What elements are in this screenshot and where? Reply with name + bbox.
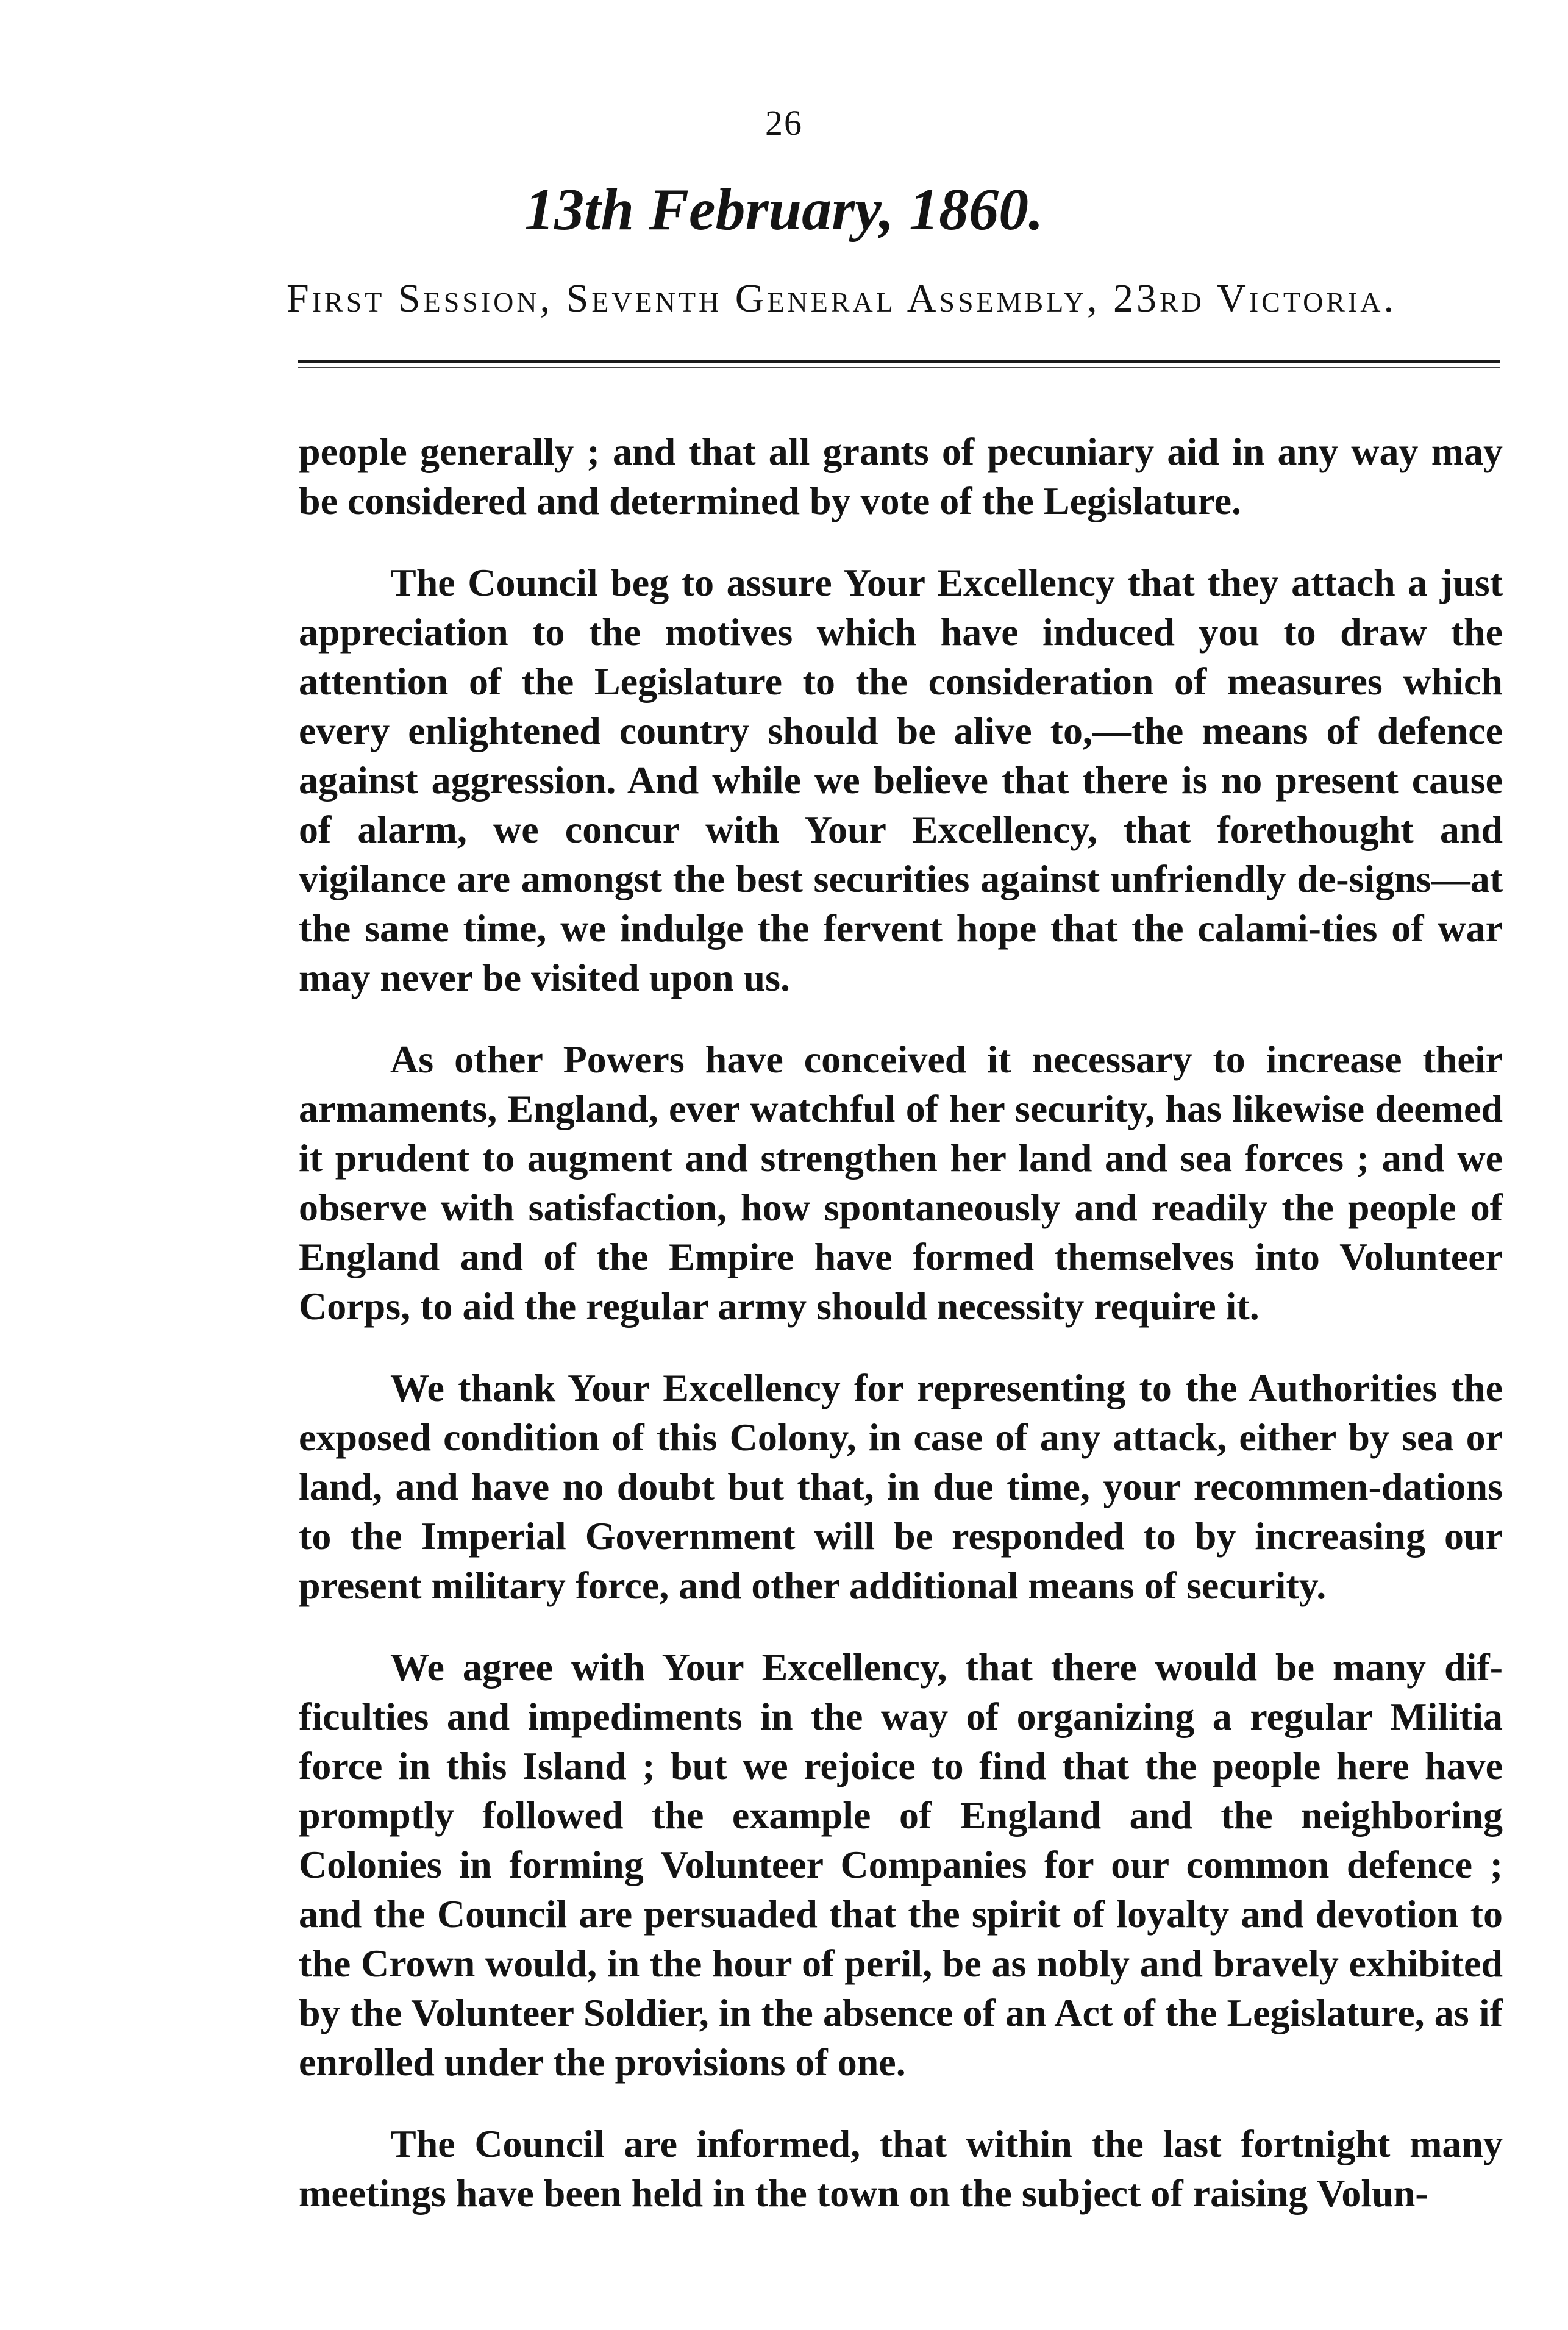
paragraph: We agree with Your Excellency, that there would be many dif-ficulties and impediments in the way of organizing a regular Militia force in this Island ; but we rejoice to find that the people here have promptly followed the example of England and the neighboring Colonies in forming Volunteer Companies for our common defence ; and the Council are persuaded that the spirit of loyalty and devotion to the Crown would, in the hour of peril, be as nobly and bravely exhibited by the Volunteer Soldier, in the absence of an Act of the Legislature, as if enrolled under the provisions of one. — [299, 1645, 1503, 2084]
paragraph: The Council are informed, that within the last fortnight many meetings have been held in the town on the subject of raising Volun- — [299, 2122, 1503, 2215]
page-number: 26 — [765, 103, 803, 143]
paragraph: The Council beg to assure Your Excellency that they attach a just appreciation to the motives which have induced you to draw the attention of the Legislature to the consideration of measures which every enlightened country should be alive to,—the means of defence against aggression. And while we believe that there is no present cause of alarm, we concur with Your Excellency, that forethought and vigilance are amongst the best securities against unfriendly de-signs—at the same time, we indulge the fervent hope that the calami-ties of war may never be visited upon us. — [299, 561, 1503, 999]
paragraph-continued: people generally ; and that all grants of pecuniary aid in any way may be considered and determined by vote of the Legislature. — [299, 430, 1503, 522]
header-rule-thin — [298, 367, 1500, 368]
date-heading: 13th February, 1860. — [524, 177, 1044, 243]
header-rule — [298, 360, 1500, 363]
paragraph: As other Powers have conceived it necessary to increase their armaments, England, ever watchful of her security, has likewise deemed it prudent to augment and strengthen her land and sea forces ; and we observe with satisfaction, how spontaneously and readily the people of England and of the Empire have formed themselves into Volunteer Corps, to aid the regular army should necessity require it. — [299, 1038, 1503, 1328]
session-line: First Session, Seventh General Assembly, 23rd Victoria. — [287, 276, 1397, 321]
body-text — [299, 427, 1503, 2250]
paragraph: We thank Your Excellency for representing to the Authorities the exposed condition of this Colony, in case of any attack, either by sea or land, and have no doubt but that, in due time, your recommen-dations to the Imperial Government will be responded to by increasing our present military force, and other additional means of security. — [299, 1366, 1503, 1607]
